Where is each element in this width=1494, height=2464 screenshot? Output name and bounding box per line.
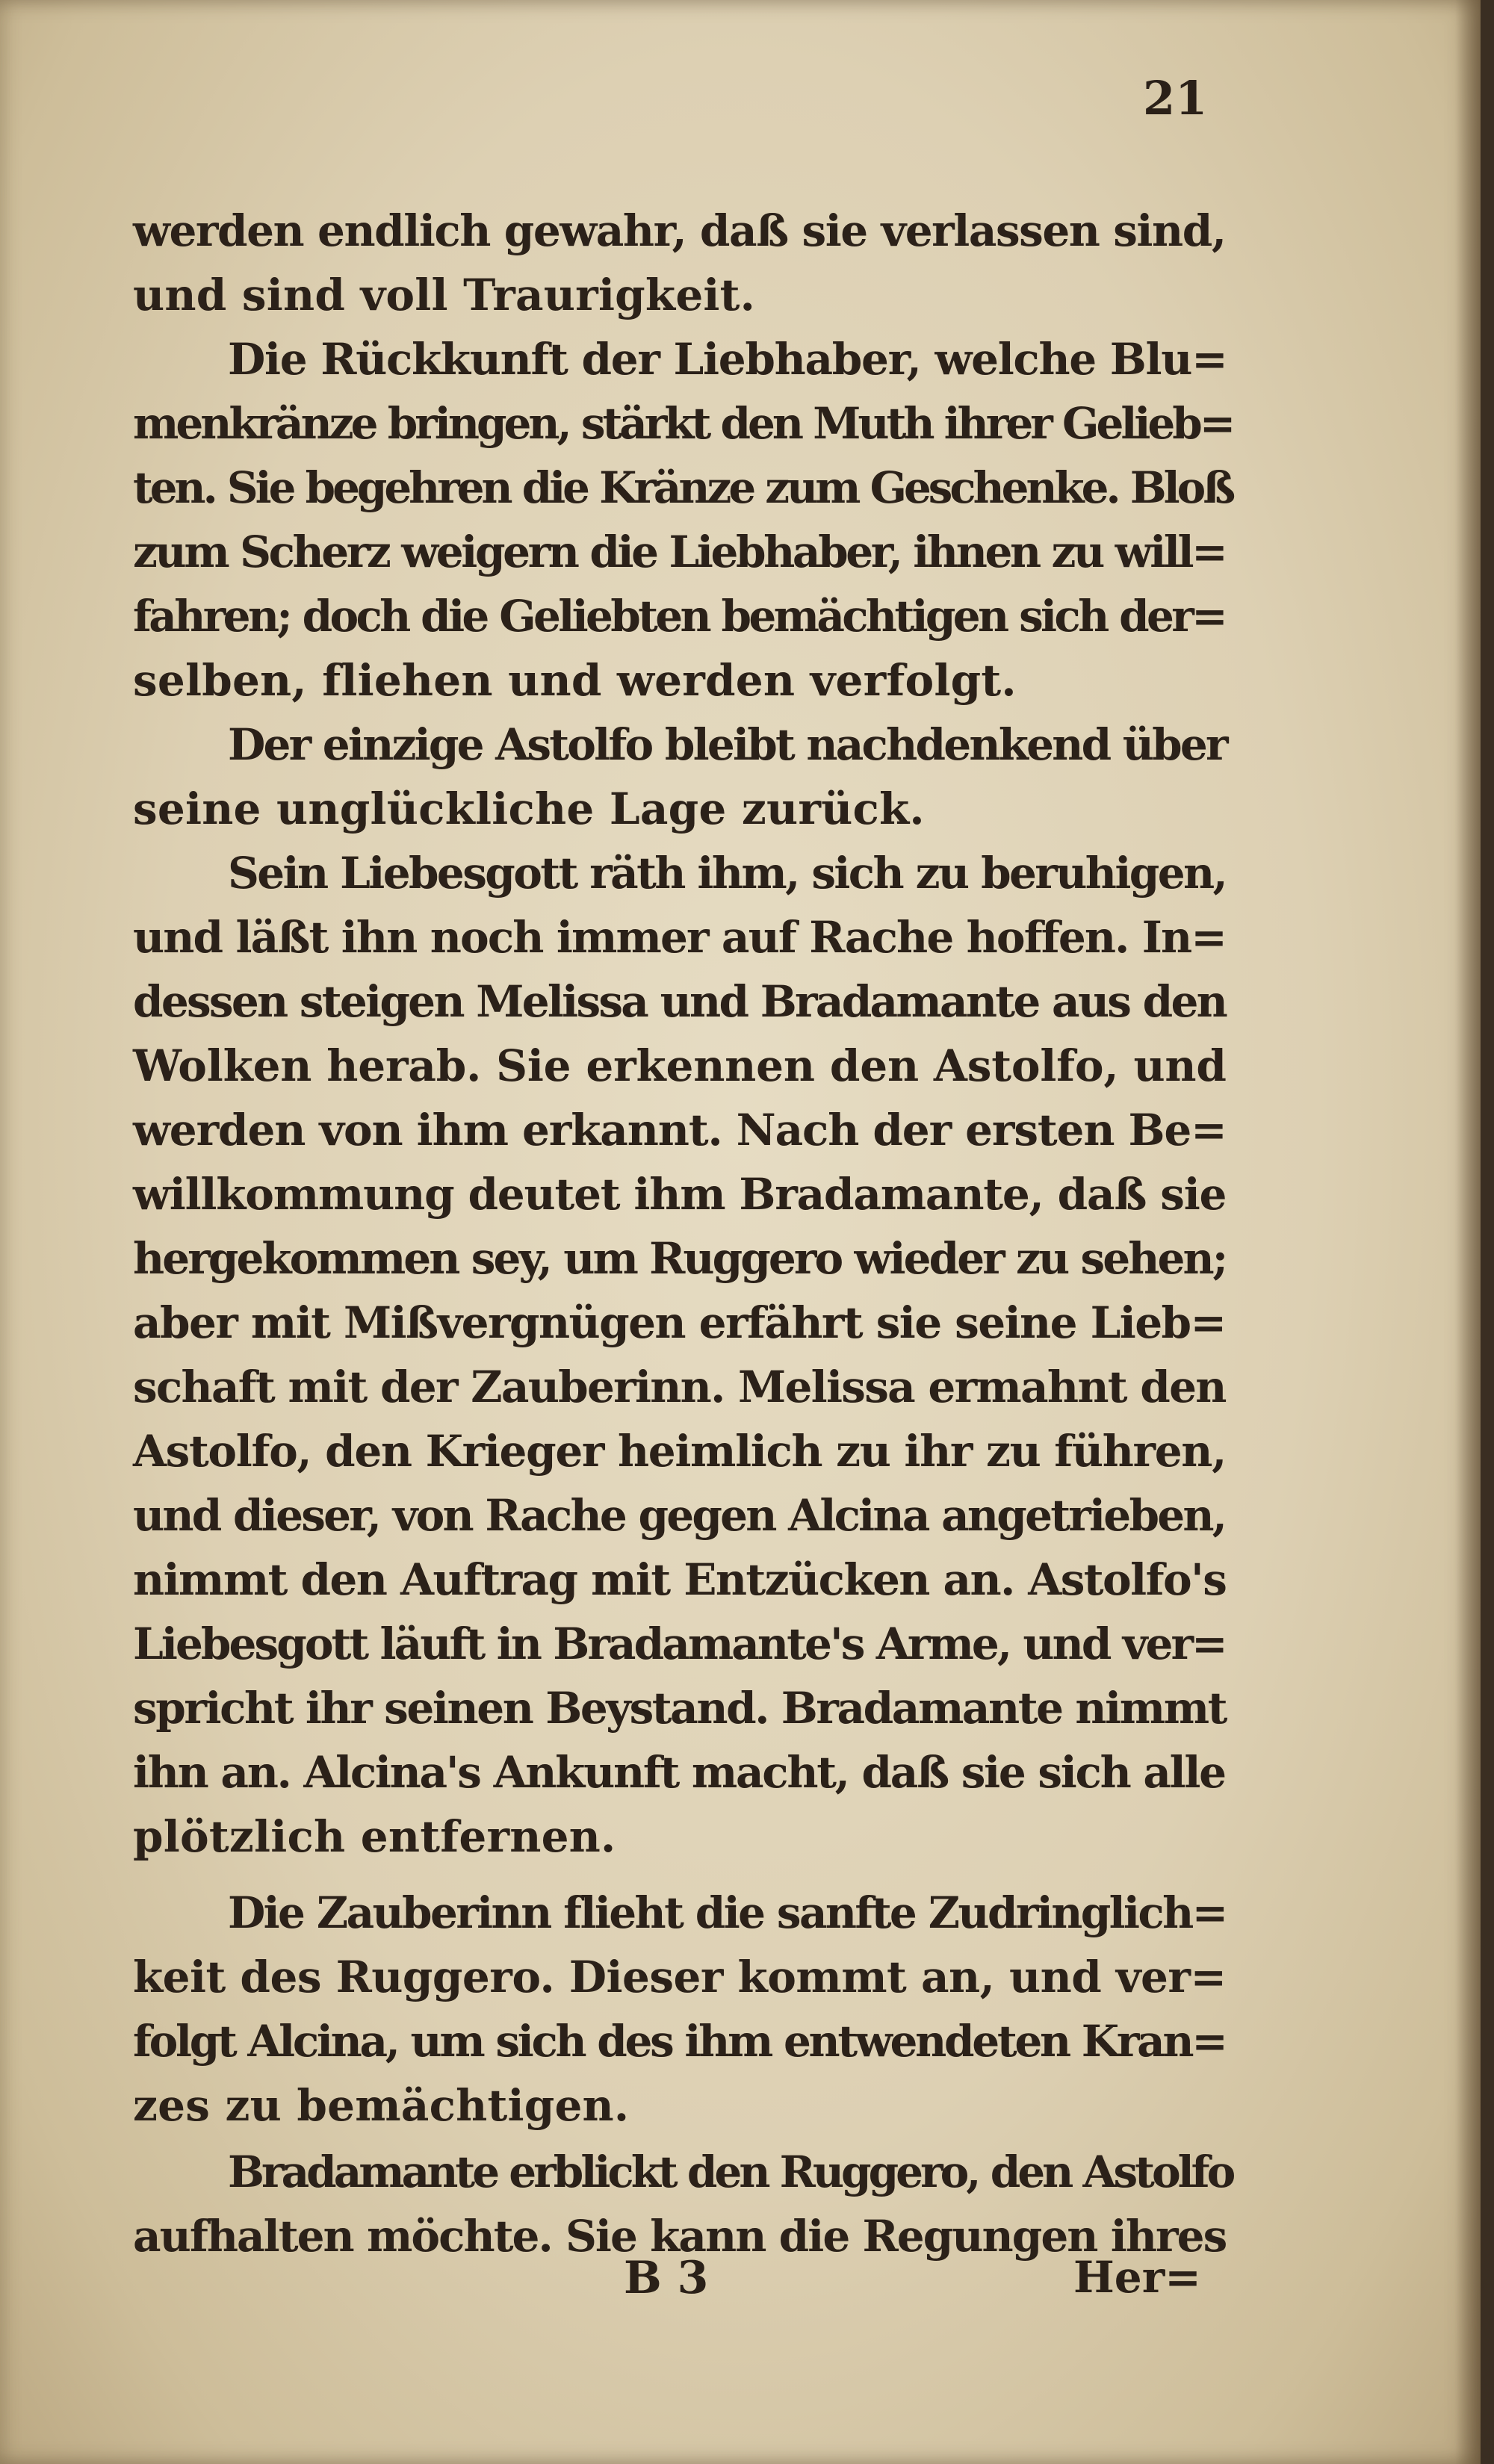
text-line: folgt Alcina, um sich des ihm entwendeten Kran= <box>133 2016 1226 2067</box>
text-line: und sind voll Traurigkeit. <box>133 270 756 320</box>
text-line: dessen steigen Melissa und Bradamante aus den <box>133 976 1227 1027</box>
text-line: nimmt den Auftrag mit Entzücken an. Astolfo's <box>133 1554 1227 1605</box>
text-line: hergekommen sey, um Ruggero wieder zu sehen; <box>133 1233 1227 1284</box>
catchword: Her= <box>1073 2252 1201 2303</box>
text-line: Sein Liebesgott räth ihm, sich zu beruhigen, <box>228 848 1227 899</box>
text-line: spricht ihr seinen Beystand. Bradamante nimmt <box>133 1683 1227 1734</box>
text-line: Wolken herab. Sie erkennen den Astolfo, und <box>133 1040 1227 1091</box>
text-line: aber mit Mißvergnügen erfährt sie seine Lieb= <box>133 1297 1226 1348</box>
text-line: fahren; doch die Geliebten bemächtigen sich der= <box>133 591 1226 642</box>
text-line: und läßt ihn noch immer auf Rache hoffen. In= <box>133 912 1226 963</box>
text-line: ihn an. Alcina's Ankunft macht, daß sie sich alle <box>133 1747 1225 1798</box>
text-line: ten. Sie begehren die Kränze zum Geschenke. Bloß <box>133 462 1233 513</box>
text-line: schaft mit der Zauberinn. Melissa ermahnt den <box>133 1362 1226 1412</box>
text-line: Liebesgott läuft in Bradamante's Arme, und ver= <box>133 1619 1226 1669</box>
page-number: 21 <box>1143 71 1208 125</box>
text-line: Die Zauberinn flieht die sanfte Zudringlich= <box>228 1887 1227 1938</box>
text-line: werden endlich gewahr, daß sie verlassen sind, <box>133 205 1226 256</box>
text-line: selben, fliehen und werden verfolgt. <box>133 655 1017 706</box>
text-line: werden von ihm erkannt. Nach der ersten Be= <box>133 1105 1227 1155</box>
text-line: und dieser, von Rache gegen Alcina angetrieben, <box>133 1490 1226 1541</box>
text-line: menkränze bringen, stärkt den Muth ihrer Gelieb= <box>133 398 1233 449</box>
text-line: Die Rückkunft der Liebhaber, welche Blu= <box>228 334 1227 385</box>
text-line: Der einzige Astolfo bleibt nachdenkend über <box>228 719 1227 770</box>
text-line: zum Scherz weigern die Liebhaber, ihnen zu will= <box>133 527 1226 577</box>
text-line: Bradamante erblickt den Ruggero, den Astolfo <box>228 2147 1233 2197</box>
text-line: willkommung deutet ihm Bradamante, daß sie <box>133 1169 1227 1220</box>
text-line: plötzlich entfernen. <box>133 1811 616 1862</box>
text-line: aufhalten möchte. Sie kann die Regungen ihres <box>133 2211 1227 2262</box>
text-line: zes zu bemächtigen. <box>133 2080 630 2131</box>
text-line: seine unglückliche Lage zurück. <box>133 783 925 834</box>
signature-mark: B 3 <box>624 2252 709 2304</box>
text-line: Astolfo, den Krieger heimlich zu ihr zu führen, <box>133 1426 1226 1477</box>
text-line: keit des Ruggero. Dieser kommt an, und ver= <box>133 1952 1227 2002</box>
